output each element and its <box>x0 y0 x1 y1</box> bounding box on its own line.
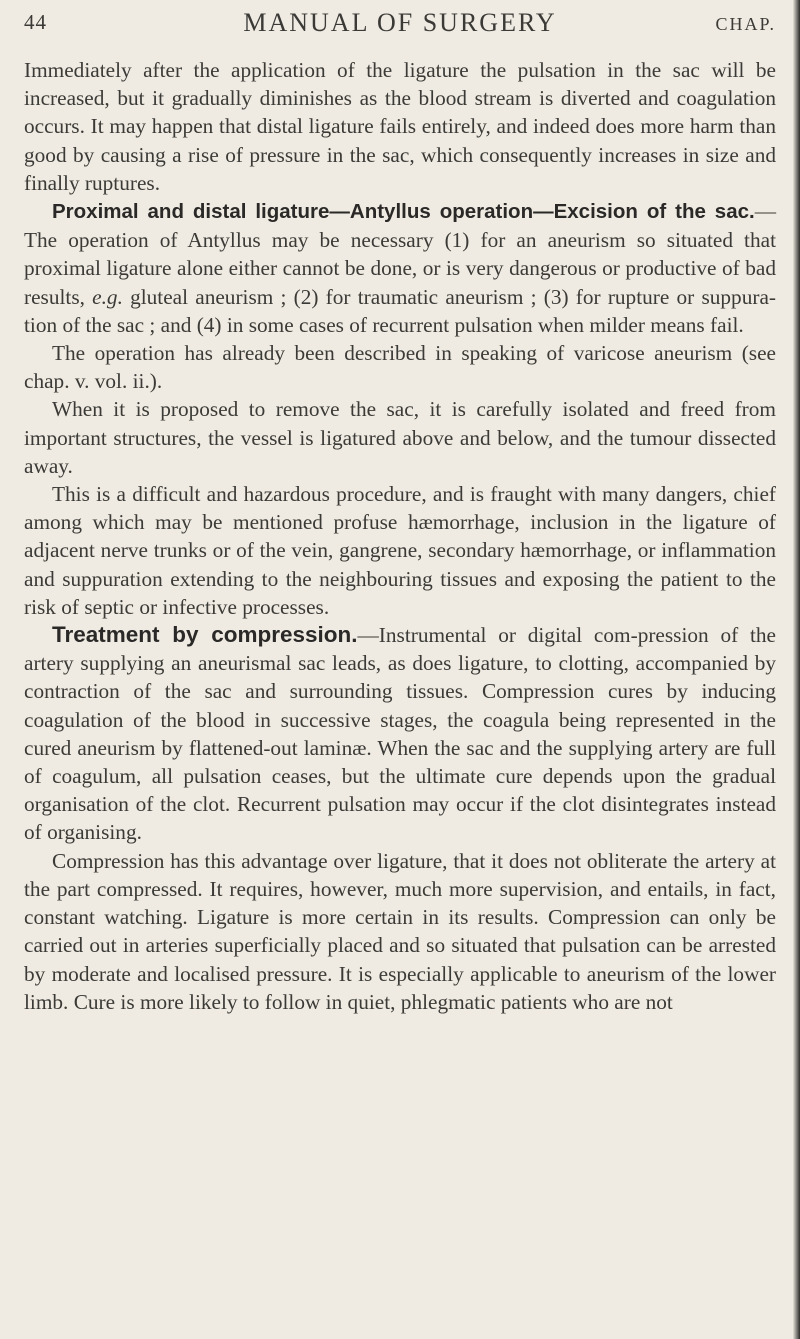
running-header <box>24 4 776 44</box>
running-title: MANUAL OF SURGERY <box>243 8 557 37</box>
paragraph-antyllus <box>24 197 776 339</box>
paragraph-5: This is a difficult and hazardous procedure, and is fraught with many dangers, chief among which may be mentioned profuse hæmorrhage, inclusion in the ligature of adjacent nerve trunks or of the vein, gangrene, secondary hæmorrhage, or inflammation and suppuration extending to the neighbouring tissues and exposing the patient to the risk of septic or infective processes. <box>24 482 776 619</box>
section-heading-antyllus: Proximal and distal ligature—Antyllus operation—Excision of the sac. <box>52 200 755 224</box>
paragraph-3: The operation has already been described in speaking of varicose aneurism (see chap. v. vol. ii.). <box>24 341 776 394</box>
paragraph-antyllus-text-a: —The operation of Antyllus may be necessary (1) for an aneurism so situated that proximal ligature alone either cannot be done, or is very dangerous or productive of bad results, <box>24 199 776 309</box>
page-number: 44 <box>24 10 47 34</box>
page-edge-shadow <box>793 0 800 1339</box>
eg-abbrev: e.g. <box>92 284 123 309</box>
page-body <box>24 56 776 1016</box>
paragraph-1: Immediately after the application of the ligature the pulsation in the sac will be increased, but it gradually diminishes as the blood stream is diverted and coagulation occurs. It may happen that distal ligature fails entirely, and indeed does more harm than good by causing a rise of pressure in the sac, which consequently increases in size and finally ruptures. <box>24 58 776 195</box>
paragraph-compression-text: —Instrumental or digital com-pression of the artery supplying an aneurismal sac leads, as does ligature, to clotting, accompanied by contraction of the sac and surrounding tissues. Compression cures by inducing coagulation of the blood in successive stages, the coagula being represented in the cured aneurism by flattened-out laminæ. When the sac and the supplying artery are full of coagulum, all pulsation ceases, but the ultimate cure depends upon the gradual organisation of the clot. Recurrent pulsation may occur if the clot disintegrates instead of organising. <box>24 623 776 845</box>
paragraph-antyllus-text-b: gluteal aneurism ; (2) for traumatic aneurism ; (3) for rupture or suppura-tion of the sac ; and (4) in some cases of recurrent pulsation when milder means fail. <box>24 284 776 337</box>
paragraph-7: Compression has this advantage over ligature, that it does not obliterate the artery at the part compressed. It requires, however, much more supervision, and entails, in fact, constant watching. Ligature is more certain in its results. Compression can only be carried out in arteries superficially placed and so situated that pulsation can be arrested by moderate and localised pressure. It is especially applicable to aneurism of the lower limb. Cure is more likely to follow in quiet, phlegmatic patients who are not <box>24 848 776 1014</box>
section-heading-compression: Treatment by compression. <box>52 622 358 648</box>
paragraph-4: When it is proposed to remove the sac, it is carefully isolated and freed from important structures, the vessel is ligatured above and below, and the tumour dissected away. <box>24 397 776 478</box>
chapter-abbrev: CHAP. <box>715 14 776 34</box>
paragraph-compression <box>24 621 776 847</box>
